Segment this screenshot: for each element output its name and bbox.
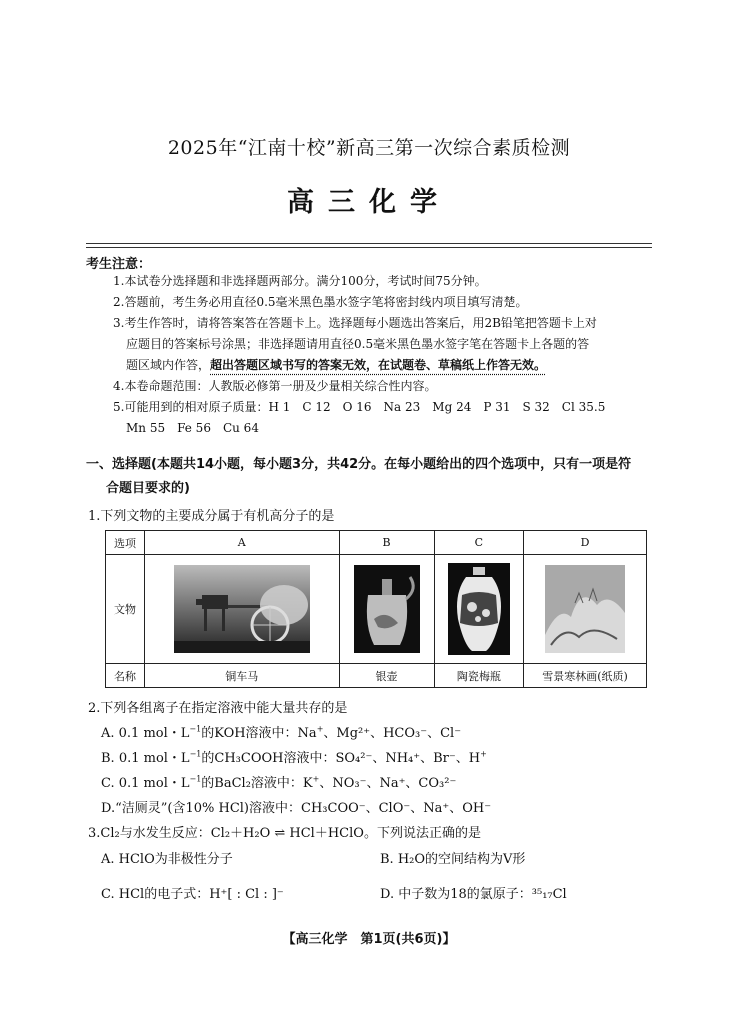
question-3-stem: 3.Cl₂与水发生反应：Cl₂＋H₂O ⇌ HCl＋HClO。下列说法正确的是 (88, 826, 481, 841)
notice-item-3-cont: 应题目的答案标号涂黑；非选择题请用直径0.5毫米黑色墨水签字笔在答题卡上各题的答 (126, 337, 590, 351)
row-label-artifact: 文物 (106, 555, 145, 664)
page-footer: 【高三化学 第1页(共6页)】 (282, 932, 456, 947)
notice-item-5-cont: Mn 55 Fe 56 Cu 64 (126, 421, 259, 435)
divider-line (86, 243, 652, 244)
artifact-table (105, 530, 647, 688)
q2c-sup2: + (312, 774, 320, 784)
artifact-c-cell (434, 555, 523, 664)
notice-item-3-end (126, 355, 658, 376)
artifact-c-name: 陶瓷梅瓶 (434, 664, 523, 688)
q2b-sup2: + (480, 749, 487, 759)
question-1-stem: 1.下列文物的主要成分属于有机高分子的是 (88, 509, 335, 524)
q2c-rest: 、NO₃⁻、Na⁺、CO₃²⁻ (319, 776, 457, 791)
artifact-b-cell (339, 555, 434, 664)
porcelain-vase-image (448, 563, 510, 655)
question-2-option-d: D.“洁厕灵”(含10% HCl)溶液中：CH₃COO⁻、ClO⁻、Na⁺、OH⁻ (101, 801, 492, 816)
option-d-label: D (524, 531, 647, 555)
question-2-option-b (101, 747, 487, 766)
notice-item-3: 3.考生作答时，请将答案答在答题卡上。选择题每小题选出答案后，用2B铅笔把答题卡上对 (113, 316, 597, 330)
notice-emphasis: 超出答题区域书写的答案无效，在试题卷、草稿纸上作答无效。 (210, 358, 547, 372)
bronze-chariot-image (174, 565, 310, 653)
section-heading-line1: 一、选择题(本题共14小题，每小题3分，共42分。在每小题给出的四个选项中，只有一项是符 (86, 457, 632, 472)
artifact-a-cell (145, 555, 340, 664)
question-3-option-d: D. 中子数为18的氯原子：³⁵₁₇Cl (380, 887, 567, 902)
divider-line (86, 247, 652, 248)
q2b-mid: 的CH₃COOH溶液中：SO₄²⁻、NH₄⁺、Br⁻、H (201, 751, 481, 766)
notice-title: 考生注意： (86, 257, 152, 272)
subject-title: 高三化学 (287, 187, 451, 218)
artifact-d-name: 雪景寒林画(纸质) (524, 664, 647, 688)
q2a-sup2: + (316, 724, 324, 734)
question-2-option-a (101, 722, 461, 741)
question-2-stem: 2.下列各组离子在指定溶液中能大量共存的是 (88, 701, 348, 716)
q2c-pre: C. 0.1 mol・L (101, 776, 190, 791)
option-a-label: A (145, 531, 340, 555)
q2a-sup1: −1 (189, 724, 202, 734)
q2c-sup1: −1 (189, 774, 202, 784)
exam-title: 2025年“江南十校”新高三第一次综合素质检测 (167, 137, 571, 159)
q2a-mid: 的KOH溶液中：Na (201, 726, 317, 741)
question-3-option-a: A. HClO为非极性分子 (101, 852, 233, 867)
artifact-b-name: 银壶 (339, 664, 434, 688)
snow-landscape-painting-image (545, 565, 625, 653)
question-3-option-b: B. H₂O的空间结构为V形 (380, 852, 526, 867)
section-heading (86, 453, 666, 501)
option-b-label: B (339, 531, 434, 555)
q2b-sup1: −1 (189, 749, 202, 759)
row-label-option: 选项 (106, 531, 145, 555)
q2a-rest: 、Mg²⁺、HCO₃⁻、Cl⁻ (323, 726, 462, 741)
notice-item-5: 5.可能用到的相对原子质量：H 1 C 12 O 16 Na 23 Mg 24 P 31 S 32 Cl 35.5 (113, 400, 606, 414)
option-c-label: C (434, 531, 523, 555)
artifact-d-cell (524, 555, 647, 664)
question-3-option-c: C. HCl的电子式：H⁺[ : Cl : ]⁻ (101, 887, 284, 902)
question-2-option-c (101, 772, 456, 791)
q2b-pre: B. 0.1 mol・L (101, 751, 190, 766)
section-heading-line2: 合题目要求的) (106, 481, 190, 496)
row-label-name: 名称 (106, 664, 145, 688)
notice-item-4: 4.本卷命题范围：人教版必修第一册及少量相关综合性内容。 (113, 379, 437, 393)
notice-item-1: 1.本试卷分选择题和非选择题两部分。满分100分，考试时间75分钟。 (113, 274, 487, 288)
notice-item-3-tail: 题区域内作答， (126, 358, 211, 372)
notice-item-2: 2.答题前，考生务必用直径0.5毫米黑色墨水签字笔将密封线内项目填写清楚。 (113, 295, 528, 309)
q2c-mid: 的BaCl₂溶液中：K (201, 776, 313, 791)
q2a-pre: A. 0.1 mol・L (101, 726, 190, 741)
artifact-a-name: 铜车马 (145, 664, 340, 688)
silver-pot-image (354, 565, 420, 653)
